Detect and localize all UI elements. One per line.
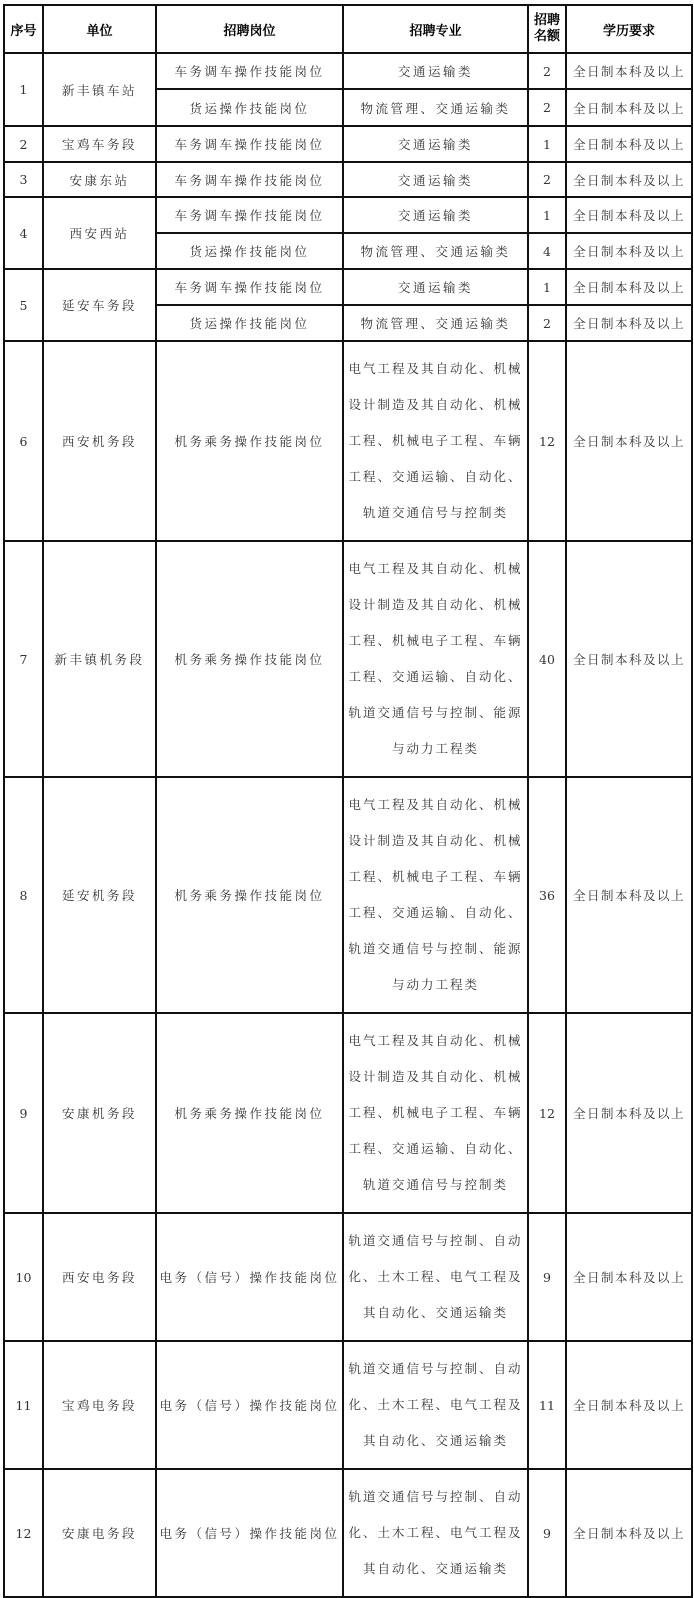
cell-education: 全日制本科及以上 <box>566 269 692 305</box>
cell-major <box>343 1469 528 1597</box>
cell-education: 全日制本科及以上 <box>566 162 692 197</box>
cell-major <box>343 1013 528 1213</box>
cell-index: 1 <box>4 53 43 126</box>
major-line: 其自动化、交通运输类 <box>362 1305 508 1320</box>
cell-index: 10 <box>4 1213 43 1341</box>
cell-position: 电务（信号）操作技能岗位 <box>156 1213 343 1341</box>
cell-education: 全日制本科及以上 <box>566 1341 692 1469</box>
cell-index: 3 <box>4 162 43 197</box>
cell-education: 全日制本科及以上 <box>566 197 692 233</box>
cell-quota: 12 <box>528 341 566 541</box>
cell-quota: 9 <box>528 1469 566 1597</box>
major-line: 设计制造及其自动化、机械 <box>348 833 523 848</box>
major-line: 工程、机械电子工程、车辆 <box>348 433 523 448</box>
cell-unit: 西安机务段 <box>43 341 156 541</box>
cell-position: 车务调车操作技能岗位 <box>156 269 343 305</box>
cell-major: 交通运输类 <box>343 162 528 197</box>
major-line: 化、土木工程、电气工程及 <box>348 1397 523 1412</box>
cell-unit: 宝鸡电务段 <box>43 1341 156 1469</box>
cell-education: 全日制本科及以上 <box>566 53 692 89</box>
header-quota-line2: 名额 <box>533 29 560 44</box>
cell-unit: 新丰镇机务段 <box>43 541 156 777</box>
cell-unit: 西安电务段 <box>43 1213 156 1341</box>
cell-position: 车务调车操作技能岗位 <box>156 53 343 89</box>
cell-index: 2 <box>4 126 43 162</box>
major-line: 与动力工程类 <box>391 741 479 756</box>
header-education: 学历要求 <box>566 5 692 53</box>
table-row <box>4 1213 692 1341</box>
cell-quota: 2 <box>528 162 566 197</box>
cell-quota: 36 <box>528 777 566 1013</box>
cell-position: 电务（信号）操作技能岗位 <box>156 1469 343 1597</box>
cell-education: 全日制本科及以上 <box>566 1213 692 1341</box>
cell-position: 车务调车操作技能岗位 <box>156 197 343 233</box>
cell-major <box>343 341 528 541</box>
major-line: 工程、机械电子工程、车辆 <box>348 1105 523 1120</box>
cell-index: 9 <box>4 1013 43 1213</box>
cell-index: 8 <box>4 777 43 1013</box>
cell-quota: 12 <box>528 1013 566 1213</box>
cell-education: 全日制本科及以上 <box>566 233 692 269</box>
cell-index: 11 <box>4 1341 43 1469</box>
major-line: 轨道交通信号与控制、自动 <box>348 1233 523 1248</box>
cell-unit: 延安机务段 <box>43 777 156 1013</box>
cell-position: 货运操作技能岗位 <box>156 89 343 126</box>
cell-index: 7 <box>4 541 43 777</box>
table-row <box>4 341 692 541</box>
cell-education: 全日制本科及以上 <box>566 777 692 1013</box>
cell-major: 交通运输类 <box>343 197 528 233</box>
major-line: 工程、交通运输、自动化、 <box>348 905 523 920</box>
cell-quota: 1 <box>528 197 566 233</box>
major-line: 电气工程及其自动化、机械 <box>348 561 523 576</box>
table-row <box>4 162 692 197</box>
cell-major <box>343 777 528 1013</box>
cell-quota: 40 <box>528 541 566 777</box>
major-line: 轨道交通信号与控制类 <box>362 505 508 520</box>
cell-position: 货运操作技能岗位 <box>156 305 343 341</box>
cell-position: 机务乘务操作技能岗位 <box>156 777 343 1013</box>
major-line: 轨道交通信号与控制、能源 <box>348 705 523 720</box>
cell-quota: 1 <box>528 126 566 162</box>
table-row <box>4 541 692 777</box>
major-line: 其自动化、交通运输类 <box>362 1433 508 1448</box>
major-line: 电气工程及其自动化、机械 <box>348 361 523 376</box>
cell-position: 机务乘务操作技能岗位 <box>156 341 343 541</box>
major-line: 设计制造及其自动化、机械 <box>348 1069 523 1084</box>
cell-major: 物流管理、交通运输类 <box>343 233 528 269</box>
cell-education: 全日制本科及以上 <box>566 341 692 541</box>
cell-position: 车务调车操作技能岗位 <box>156 162 343 197</box>
cell-education: 全日制本科及以上 <box>566 1013 692 1213</box>
major-line: 工程、交通运输、自动化、 <box>348 669 523 684</box>
major-line: 工程、交通运输、自动化、 <box>348 1141 523 1156</box>
major-line: 化、土木工程、电气工程及 <box>348 1525 523 1540</box>
recruitment-table-page <box>3 4 691 1598</box>
cell-quota: 4 <box>528 233 566 269</box>
major-line: 轨道交通信号与控制类 <box>362 1177 508 1192</box>
major-line: 工程、机械电子工程、车辆 <box>348 633 523 648</box>
table-row <box>4 1013 692 1213</box>
table-row <box>4 197 692 233</box>
cell-education: 全日制本科及以上 <box>566 126 692 162</box>
table-row <box>4 269 692 305</box>
cell-education: 全日制本科及以上 <box>566 89 692 126</box>
header-position: 招聘岗位 <box>156 5 343 53</box>
major-line: 工程、交通运输、自动化、 <box>348 469 523 484</box>
cell-position: 机务乘务操作技能岗位 <box>156 541 343 777</box>
cell-quota: 1 <box>528 269 566 305</box>
cell-quota: 2 <box>528 89 566 126</box>
cell-major: 物流管理、交通运输类 <box>343 305 528 341</box>
cell-quota: 11 <box>528 1341 566 1469</box>
cell-index: 5 <box>4 269 43 341</box>
cell-unit: 宝鸡车务段 <box>43 126 156 162</box>
table-row <box>4 53 692 89</box>
cell-major: 交通运输类 <box>343 126 528 162</box>
cell-position: 车务调车操作技能岗位 <box>156 126 343 162</box>
major-line: 轨道交通信号与控制、自动 <box>348 1489 523 1504</box>
cell-index: 4 <box>4 197 43 269</box>
major-line: 工程、机械电子工程、车辆 <box>348 869 523 884</box>
cell-unit: 新丰镇车站 <box>43 53 156 126</box>
cell-major <box>343 541 528 777</box>
major-line: 轨道交通信号与控制、自动 <box>348 1361 523 1376</box>
table-row <box>4 126 692 162</box>
major-line: 电气工程及其自动化、机械 <box>348 797 523 812</box>
cell-major: 交通运输类 <box>343 53 528 89</box>
cell-major <box>343 1341 528 1469</box>
header-unit: 单位 <box>43 5 156 53</box>
major-line: 设计制造及其自动化、机械 <box>348 597 523 612</box>
header-quota-line1: 招聘 <box>533 13 560 28</box>
header-index: 序号 <box>4 5 43 53</box>
cell-unit: 安康电务段 <box>43 1469 156 1597</box>
major-line: 电气工程及其自动化、机械 <box>348 1033 523 1048</box>
cell-major <box>343 1213 528 1341</box>
cell-position: 电务（信号）操作技能岗位 <box>156 1341 343 1469</box>
cell-index: 6 <box>4 341 43 541</box>
table-row <box>4 1469 692 1597</box>
cell-quota: 9 <box>528 1213 566 1341</box>
cell-education: 全日制本科及以上 <box>566 1469 692 1597</box>
major-line: 轨道交通信号与控制、能源 <box>348 941 523 956</box>
cell-unit: 西安西站 <box>43 197 156 269</box>
cell-unit: 安康东站 <box>43 162 156 197</box>
cell-position: 机务乘务操作技能岗位 <box>156 1013 343 1213</box>
header-major: 招聘专业 <box>343 5 528 53</box>
major-line: 其自动化、交通运输类 <box>362 1561 508 1576</box>
table-header-row <box>4 5 692 53</box>
cell-major: 物流管理、交通运输类 <box>343 89 528 126</box>
recruitment-table <box>3 4 693 1598</box>
cell-education: 全日制本科及以上 <box>566 541 692 777</box>
cell-position: 货运操作技能岗位 <box>156 233 343 269</box>
header-quota <box>528 5 566 53</box>
cell-major: 交通运输类 <box>343 269 528 305</box>
major-line: 化、土木工程、电气工程及 <box>348 1269 523 1284</box>
cell-education: 全日制本科及以上 <box>566 305 692 341</box>
cell-index: 12 <box>4 1469 43 1597</box>
cell-quota: 2 <box>528 305 566 341</box>
cell-unit: 延安车务段 <box>43 269 156 341</box>
major-line: 设计制造及其自动化、机械 <box>348 397 523 412</box>
cell-quota: 2 <box>528 53 566 89</box>
table-row <box>4 777 692 1013</box>
table-row <box>4 1341 692 1469</box>
major-line: 与动力工程类 <box>391 977 479 992</box>
cell-unit: 安康机务段 <box>43 1013 156 1213</box>
